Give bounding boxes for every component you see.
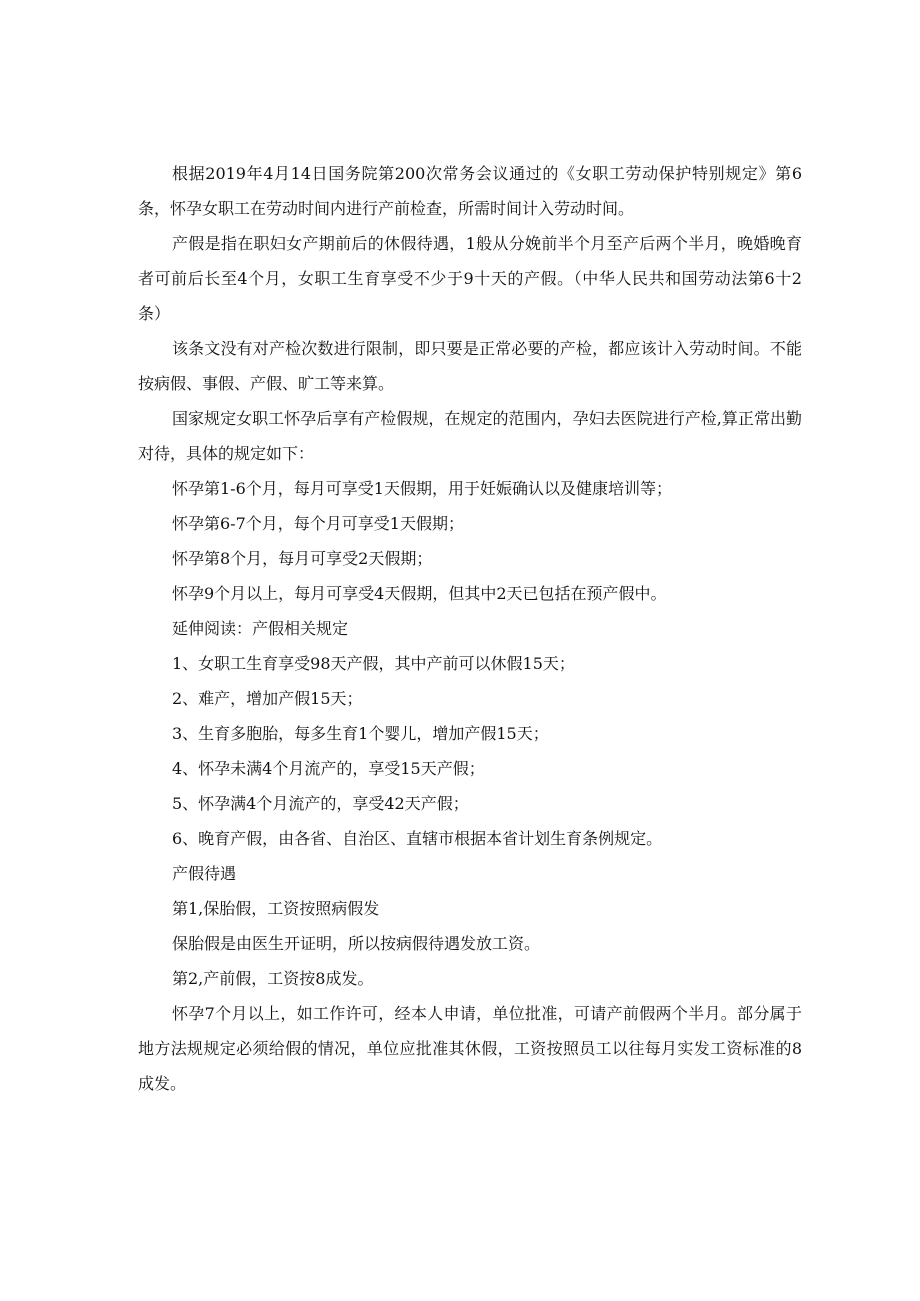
list-item: 2、难产，增加产假15天；	[172, 689, 363, 708]
paragraph: 怀孕9个月以上，每月可享受4天假期，但其中2天已包括在预产假中。	[172, 584, 667, 603]
paragraph: 该条文没有对产检次数进行限制，即只要是正常必要的产检，都应该计入劳动时间。不能按病假、事假、产假、旷工等来算。	[138, 339, 802, 393]
paragraph: 怀孕7个月以上，如工作许可，经本人申请，单位批准，可请产前假两个半月。部分属于地方法规规定必须给假的情况，单位应批准其休假，工资按照员工以往每月实发工资标准的8成发。	[138, 1004, 802, 1093]
paragraph: 保胎假是由医生开证明，所以按病假待遇发放工资。	[172, 934, 541, 953]
paragraph: 第2,产前假，工资按8成发。	[172, 969, 374, 988]
document-page	[138, 156, 802, 1101]
paragraph: 怀孕第6-7个月，每个月可享受1天假期；	[172, 514, 464, 533]
paragraph: 产假是指在职妇女产期前后的休假待遇，1般从分娩前半个月至产后两个半月，晚婚晚育者可前后长至4个月，女职工生育享受不少于9十天的产假。（中华人民共和国劳动法第6十2条）	[138, 234, 802, 323]
paragraph: 根据2019年4月14日国务院第200次常务会议通过的《女职工劳动保护特别规定》第6条，怀孕女职工在劳动时间内进行产前检查，所需时间计入劳动时间。	[138, 164, 802, 218]
paragraph: 怀孕第8个月，每月可享受2天假期；	[172, 549, 433, 568]
list-item: 4、怀孕未满4个月流产的，享受15天产假；	[172, 759, 485, 778]
paragraph: 怀孕第1-6个月，每月可享受1天假期，用于妊娠确认以及健康培训等；	[172, 479, 672, 498]
paragraph: 第1,保胎假，工资按照病假发	[172, 899, 380, 918]
paragraph: 国家规定女职工怀孕后享有产检假规，在规定的范围内，孕妇去医院进行产检,算正常出勤对待，具体的规定如下：	[138, 409, 802, 463]
list-item: 3、生育多胞胎，每多生育1个婴儿，增加产假15天；	[172, 724, 549, 743]
section-heading: 延伸阅读：产假相关规定	[172, 619, 349, 638]
section-heading: 产假待遇	[172, 864, 237, 883]
list-item: 6、晚育产假，由各省、自治区、直辖市根据本省计划生育条例规定。	[172, 829, 663, 848]
list-item: 1、女职工生育享受98天产假，其中产前可以休假15天；	[172, 654, 575, 673]
list-item: 5、怀孕满4个月流产的，享受42天产假；	[172, 794, 469, 813]
